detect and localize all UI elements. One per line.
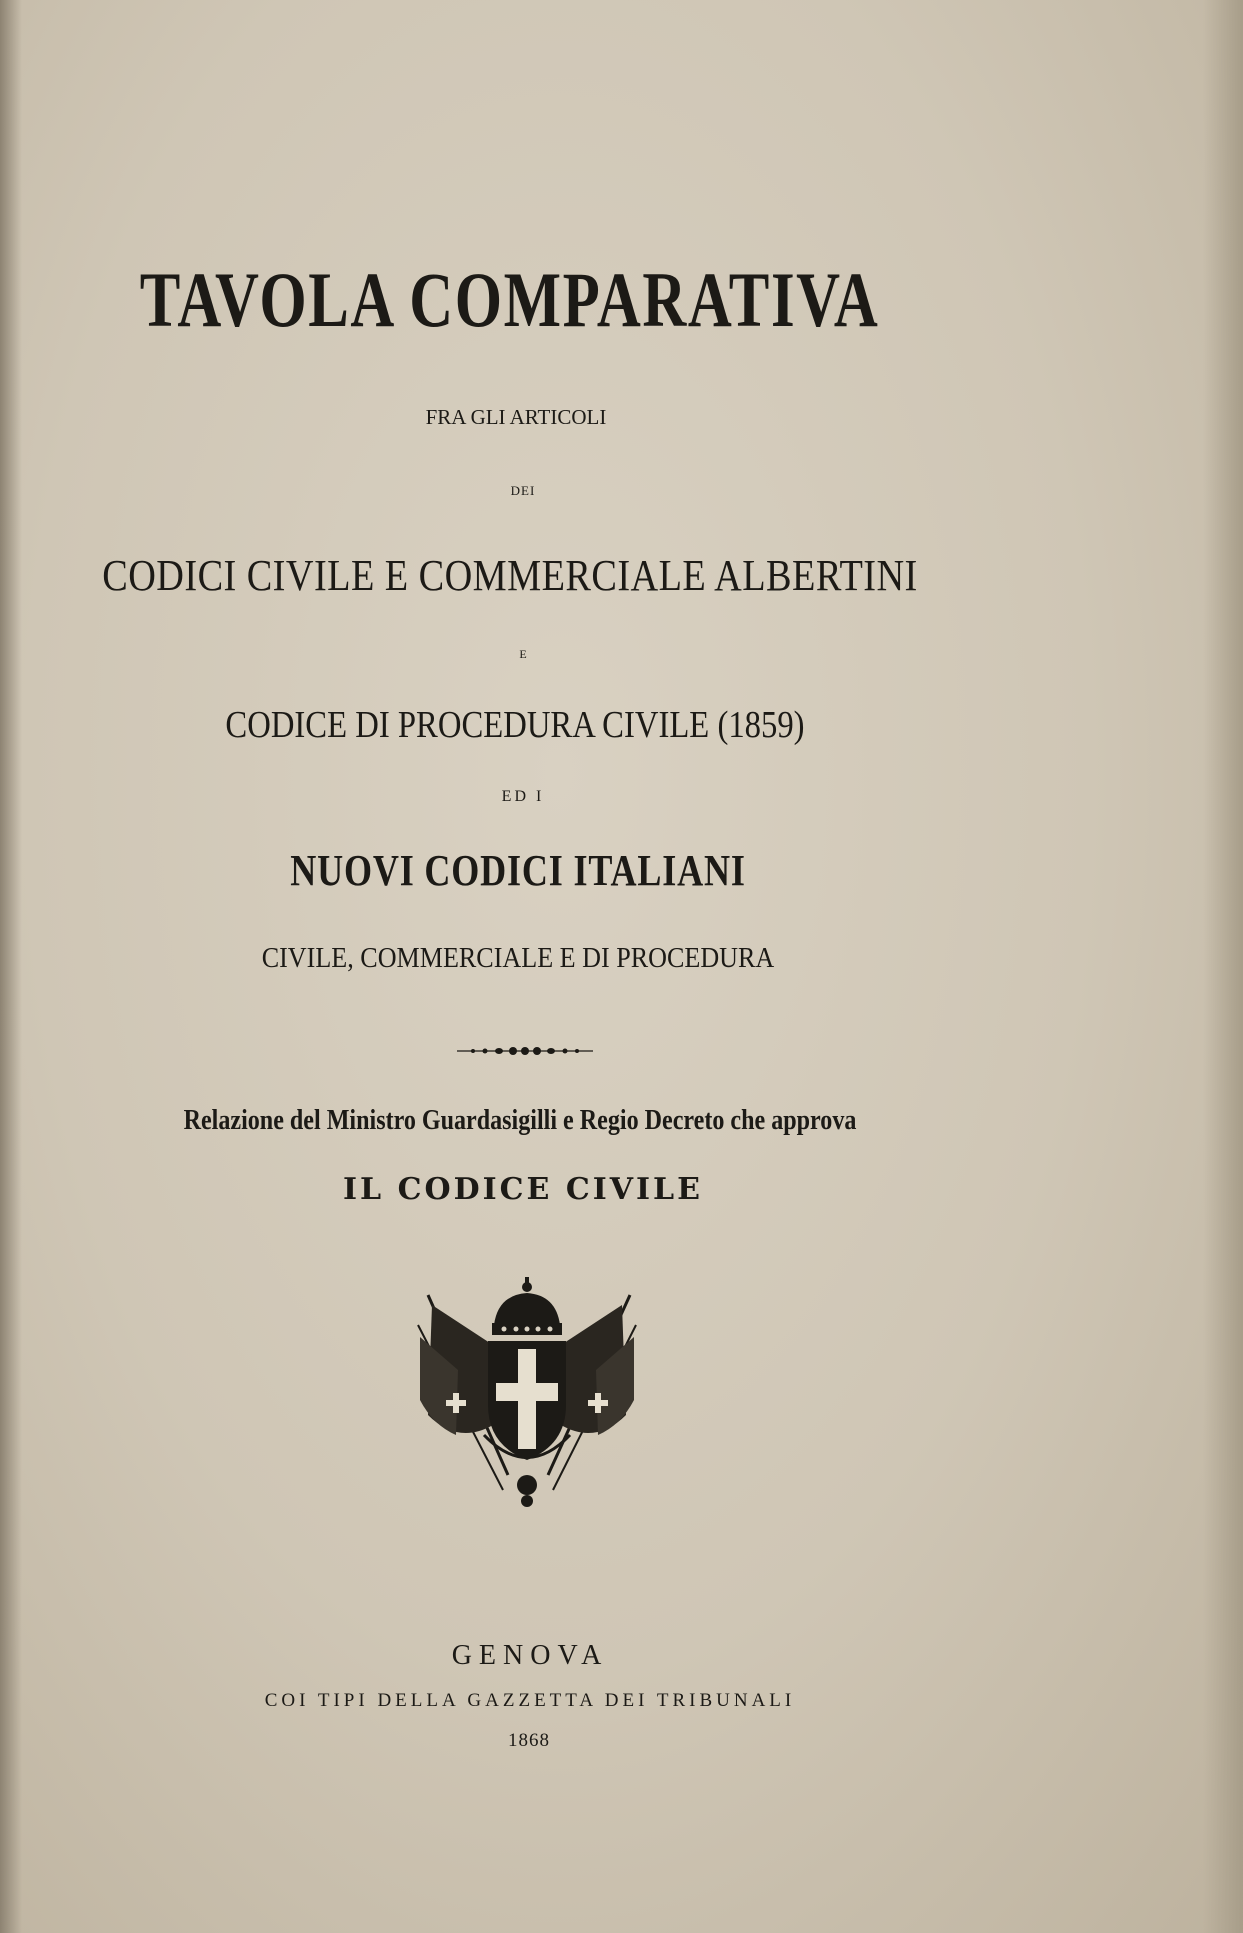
subtitle-fra-gli-articoli: FRA GLI ARTICOLI bbox=[425, 405, 607, 429]
imprint-year: 1868 bbox=[508, 1730, 550, 1751]
subtitle-dei: DEI bbox=[510, 483, 536, 498]
subtitle-civile-commerciale: CIVILE, COMMERCIALE E DI PROCEDURA bbox=[261, 942, 775, 974]
subtitle-codice-procedura: CODICE DI PROCEDURA CIVILE (1859) bbox=[225, 704, 805, 746]
subtitle-codici-albertini: CODICI CIVILE E COMMERCIALE ALBERTINI bbox=[102, 551, 918, 600]
imprint-city: GENOVA bbox=[451, 1640, 609, 1671]
relazione-line: Relazione del Ministro Guardasigilli e Regio Decreto che approva bbox=[183, 1105, 857, 1136]
page-right-shadow bbox=[1203, 0, 1243, 1933]
imprint-printer: COI TIPI DELLA GAZZETTA DEI TRIBUNALI bbox=[264, 1690, 796, 1711]
savoy-coat-of-arms-icon bbox=[398, 1275, 656, 1515]
subtitle-nuovi-codici: NUOVI CODICI ITALIANI bbox=[290, 846, 746, 895]
book-title: TAVOLA COMPARATIVA bbox=[139, 256, 880, 343]
subtitle-e: E bbox=[519, 647, 527, 661]
il-codice-civile-heading: IL CODICE CIVILE bbox=[343, 1172, 703, 1207]
subtitle-ed-i: ED I bbox=[501, 788, 545, 805]
rule-ornament-icon bbox=[455, 1043, 595, 1059]
